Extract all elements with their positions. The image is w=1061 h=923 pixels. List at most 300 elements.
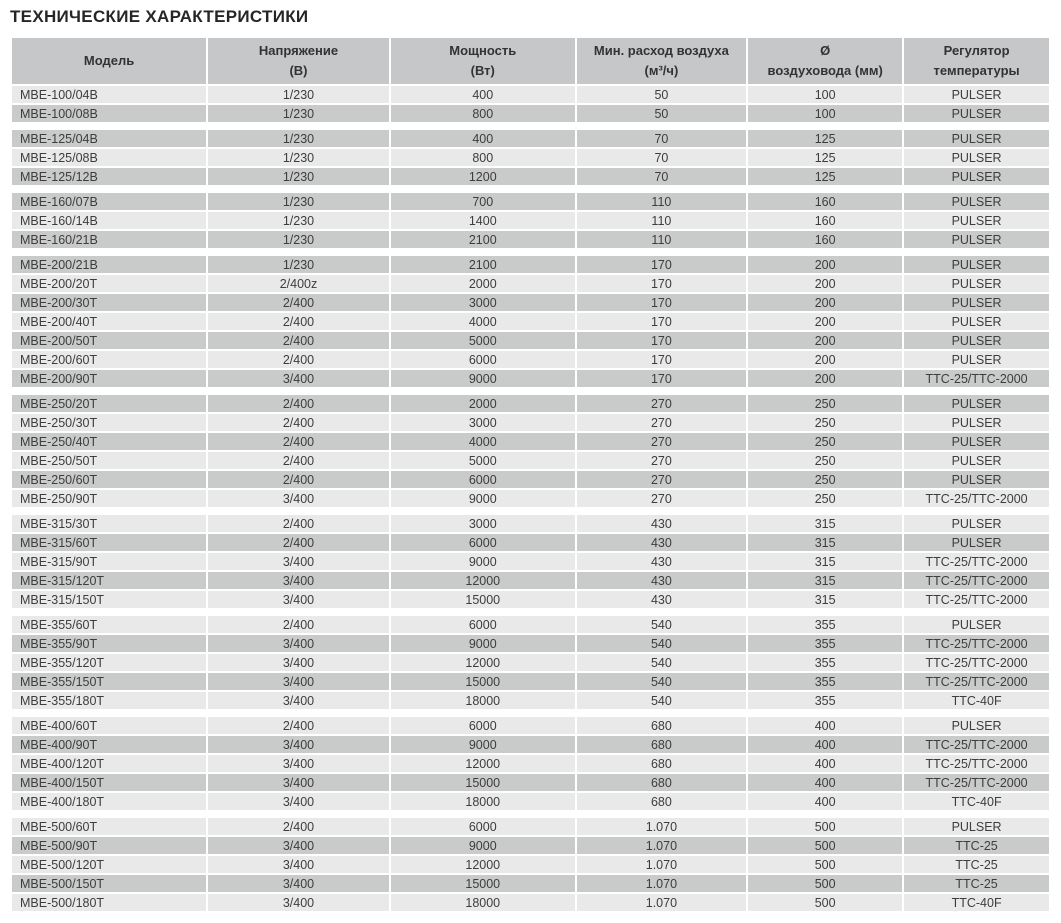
table-row [12,553,1049,570]
cell-diameter: 400 [748,755,902,772]
group-spacer [12,389,1049,393]
table-row [12,193,1049,210]
cell-regulator: TTC-25/TTC-2000 [904,591,1049,608]
cell-model: MBE-500/90T [12,837,206,854]
cell-airflow: 70 [577,149,746,166]
cell-airflow: 680 [577,793,746,810]
table-row [12,212,1049,229]
cell-regulator: TTC-25/TTC-2000 [904,572,1049,589]
column-header-unit: воздуховода (мм) [767,63,883,78]
column-header-unit: (м³/ч) [644,63,679,78]
table-row [12,837,1049,854]
cell-airflow: 540 [577,673,746,690]
cell-diameter: 500 [748,837,902,854]
cell-voltage: 2/400 [208,395,389,412]
cell-voltage: 1/230 [208,212,389,229]
cell-airflow: 680 [577,774,746,791]
cell-model: MBE-200/60T [12,351,206,368]
cell-diameter: 250 [748,433,902,450]
table-row [12,894,1049,911]
cell-power: 15000 [391,591,575,608]
cell-power: 5000 [391,452,575,469]
cell-airflow: 110 [577,231,746,248]
cell-model: MBE-200/90T [12,370,206,387]
cell-voltage: 2/400 [208,313,389,330]
cell-power: 9000 [391,736,575,753]
table-row [12,515,1049,532]
cell-diameter: 200 [748,294,902,311]
cell-airflow: 430 [577,553,746,570]
table-row [12,294,1049,311]
table-row [12,313,1049,330]
cell-model: MBE-500/120T [12,856,206,873]
cell-diameter: 250 [748,471,902,488]
cell-model: MBE-250/20T [12,395,206,412]
group-spacer [12,812,1049,816]
cell-voltage: 1/230 [208,149,389,166]
cell-voltage: 3/400 [208,654,389,671]
table-row [12,490,1049,507]
cell-airflow: 1.070 [577,875,746,892]
group-spacer-cell [12,812,1049,816]
table-row [12,105,1049,122]
cell-airflow: 70 [577,130,746,147]
cell-diameter: 315 [748,553,902,570]
cell-model: MBE-315/60T [12,534,206,551]
cell-airflow: 70 [577,168,746,185]
cell-voltage: 1/230 [208,231,389,248]
cell-regulator: TTC-25/TTC-2000 [904,635,1049,652]
cell-airflow: 270 [577,471,746,488]
group-spacer-cell [12,509,1049,513]
cell-regulator: TTC-40F [904,793,1049,810]
cell-airflow: 270 [577,452,746,469]
cell-model: MBE-250/50T [12,452,206,469]
cell-voltage: 2/400 [208,534,389,551]
cell-power: 18000 [391,692,575,709]
cell-voltage: 3/400 [208,856,389,873]
column-header-unit: температуры [933,63,1020,78]
cell-model: MBE-400/60T [12,717,206,734]
page-title: ТЕХНИЧЕСКИЕ ХАРАКТЕРИСТИКИ [10,7,309,26]
cell-regulator: PULSER [904,414,1049,431]
cell-power: 5000 [391,332,575,349]
cell-airflow: 110 [577,212,746,229]
table-row [12,275,1049,292]
table-header-row [12,38,1049,84]
column-header-diameter [748,38,902,84]
cell-regulator: PULSER [904,433,1049,450]
cell-airflow: 170 [577,313,746,330]
cell-diameter: 160 [748,212,902,229]
cell-model: MBE-500/60T [12,818,206,835]
cell-regulator: PULSER [904,313,1049,330]
cell-diameter: 100 [748,105,902,122]
cell-regulator: PULSER [904,471,1049,488]
cell-power: 400 [391,86,575,103]
table-row [12,736,1049,753]
table-row [12,332,1049,349]
cell-airflow: 270 [577,414,746,431]
cell-power: 15000 [391,673,575,690]
cell-voltage: 2/400 [208,351,389,368]
column-header-model [12,38,206,84]
cell-voltage: 2/400 [208,616,389,633]
cell-power: 6000 [391,818,575,835]
cell-model: MBE-160/14B [12,212,206,229]
table-row [12,231,1049,248]
table-row [12,875,1049,892]
table-row [12,673,1049,690]
cell-voltage: 2/400 [208,515,389,532]
cell-power: 9000 [391,837,575,854]
cell-model: MBE-500/180T [12,894,206,911]
table-row [12,856,1049,873]
column-header-label: Напряжение [258,42,339,58]
table-row [12,130,1049,147]
cell-regulator: PULSER [904,452,1049,469]
cell-diameter: 250 [748,490,902,507]
table-row [12,818,1049,835]
cell-model: MBE-250/30T [12,414,206,431]
cell-voltage: 1/230 [208,105,389,122]
cell-diameter: 355 [748,635,902,652]
table-row [12,572,1049,589]
cell-diameter: 355 [748,616,902,633]
table-body [12,86,1049,911]
cell-regulator: TTC-25/TTC-2000 [904,553,1049,570]
cell-regulator: PULSER [904,168,1049,185]
cell-airflow: 1.070 [577,894,746,911]
cell-model: MBE-125/04B [12,130,206,147]
cell-power: 800 [391,105,575,122]
cell-airflow: 680 [577,717,746,734]
cell-power: 15000 [391,774,575,791]
cell-diameter: 160 [748,231,902,248]
cell-regulator: TTC-25 [904,875,1049,892]
cell-voltage: 2/400 [208,452,389,469]
cell-model: MBE-355/90T [12,635,206,652]
cell-diameter: 250 [748,395,902,412]
cell-model: MBE-125/12B [12,168,206,185]
cell-airflow: 270 [577,490,746,507]
cell-model: MBE-400/90T [12,736,206,753]
cell-diameter: 315 [748,515,902,532]
cell-power: 400 [391,130,575,147]
cell-airflow: 170 [577,332,746,349]
table-row [12,616,1049,633]
group-spacer [12,250,1049,254]
cell-airflow: 680 [577,736,746,753]
cell-model: MBE-250/90T [12,490,206,507]
cell-regulator: PULSER [904,130,1049,147]
cell-power: 18000 [391,793,575,810]
cell-regulator: TTC-25/TTC-2000 [904,654,1049,671]
cell-power: 1200 [391,168,575,185]
cell-voltage: 3/400 [208,635,389,652]
cell-power: 2000 [391,395,575,412]
cell-airflow: 170 [577,351,746,368]
cell-model: MBE-100/08B [12,105,206,122]
cell-power: 1400 [391,212,575,229]
cell-regulator: PULSER [904,193,1049,210]
cell-airflow: 1.070 [577,818,746,835]
cell-power: 6000 [391,351,575,368]
group-spacer-cell [12,250,1049,254]
cell-regulator: TTC-25/TTC-2000 [904,755,1049,772]
cell-regulator: PULSER [904,717,1049,734]
column-header-label: Мин. расход воздуха [593,42,729,58]
cell-airflow: 50 [577,105,746,122]
cell-regulator: PULSER [904,515,1049,532]
cell-airflow: 1.070 [577,856,746,873]
cell-airflow: 430 [577,591,746,608]
cell-power: 4000 [391,433,575,450]
cell-regulator: TTC-25 [904,856,1049,873]
column-header-label: Мощность [449,42,517,58]
cell-airflow: 50 [577,86,746,103]
cell-regulator: PULSER [904,149,1049,166]
cell-airflow: 270 [577,433,746,450]
cell-regulator: PULSER [904,395,1049,412]
cell-power: 12000 [391,755,575,772]
cell-diameter: 355 [748,673,902,690]
column-header-unit: (В) [289,63,308,78]
cell-model: MBE-355/180T [12,692,206,709]
cell-power: 9000 [391,370,575,387]
cell-airflow: 430 [577,572,746,589]
cell-model: MBE-355/60T [12,616,206,633]
cell-airflow: 680 [577,755,746,772]
cell-power: 12000 [391,654,575,671]
cell-airflow: 170 [577,370,746,387]
cell-diameter: 250 [748,414,902,431]
cell-model: MBE-355/120T [12,654,206,671]
cell-power: 3000 [391,414,575,431]
cell-model: MBE-250/40T [12,433,206,450]
group-spacer-cell [12,389,1049,393]
cell-model: MBE-500/150T [12,875,206,892]
cell-voltage: 3/400 [208,673,389,690]
cell-voltage: 3/400 [208,837,389,854]
cell-regulator: PULSER [904,616,1049,633]
cell-regulator: TTC-40F [904,894,1049,911]
cell-regulator: TTC-40F [904,692,1049,709]
cell-diameter: 160 [748,193,902,210]
table-row [12,168,1049,185]
cell-power: 9000 [391,635,575,652]
table-row [12,414,1049,431]
table-row [12,370,1049,387]
cell-power: 6000 [391,717,575,734]
cell-airflow: 430 [577,515,746,532]
cell-power: 6000 [391,534,575,551]
cell-voltage: 1/230 [208,130,389,147]
group-spacer-cell [12,187,1049,191]
column-header-voltage [208,38,389,84]
table-row [12,256,1049,273]
cell-regulator: PULSER [904,818,1049,835]
table-row [12,149,1049,166]
table-row [12,471,1049,488]
cell-model: MBE-125/08B [12,149,206,166]
cell-voltage: 3/400 [208,894,389,911]
cell-model: MBE-315/90T [12,553,206,570]
cell-regulator: PULSER [904,212,1049,229]
cell-diameter: 500 [748,818,902,835]
cell-diameter: 355 [748,692,902,709]
table-row [12,635,1049,652]
cell-airflow: 110 [577,193,746,210]
cell-voltage: 3/400 [208,490,389,507]
cell-power: 700 [391,193,575,210]
cell-regulator: TTC-25/TTC-2000 [904,736,1049,753]
cell-power: 9000 [391,490,575,507]
cell-regulator: PULSER [904,332,1049,349]
cell-voltage: 2/400 [208,332,389,349]
cell-power: 6000 [391,616,575,633]
cell-regulator: PULSER [904,256,1049,273]
cell-voltage: 1/230 [208,193,389,210]
group-spacer-cell [12,711,1049,715]
cell-model: MBE-200/50T [12,332,206,349]
cell-regulator: TTC-25/TTC-2000 [904,490,1049,507]
column-header-unit: (Вт) [470,63,495,78]
cell-voltage: 2/400 [208,414,389,431]
group-spacer [12,711,1049,715]
cell-airflow: 540 [577,654,746,671]
cell-airflow: 170 [577,294,746,311]
group-spacer-cell [12,610,1049,614]
cell-power: 6000 [391,471,575,488]
cell-power: 4000 [391,313,575,330]
cell-voltage: 2/400 [208,818,389,835]
cell-voltage: 3/400 [208,553,389,570]
table-row [12,591,1049,608]
column-header-label: Ø [820,42,831,58]
cell-voltage: 3/400 [208,755,389,772]
cell-airflow: 1.070 [577,837,746,854]
cell-regulator: TTC-25/TTC-2000 [904,370,1049,387]
cell-power: 9000 [391,553,575,570]
column-header-regulator [904,38,1049,84]
cell-diameter: 200 [748,332,902,349]
cell-model: MBE-200/30T [12,294,206,311]
cell-regulator: PULSER [904,351,1049,368]
cell-voltage: 3/400 [208,692,389,709]
cell-diameter: 200 [748,370,902,387]
group-spacer-cell [12,124,1049,128]
cell-model: MBE-160/21B [12,231,206,248]
cell-model: MBE-250/60T [12,471,206,488]
cell-diameter: 315 [748,534,902,551]
cell-airflow: 540 [577,616,746,633]
cell-diameter: 500 [748,875,902,892]
spec-table [10,36,1051,913]
cell-model: MBE-315/150T [12,591,206,608]
cell-voltage: 1/230 [208,168,389,185]
cell-diameter: 125 [748,149,902,166]
cell-model: MBE-355/150T [12,673,206,690]
cell-model: MBE-400/150T [12,774,206,791]
cell-diameter: 100 [748,86,902,103]
cell-power: 2000 [391,275,575,292]
cell-voltage: 1/230 [208,256,389,273]
cell-airflow: 430 [577,534,746,551]
table-row [12,433,1049,450]
cell-model: MBE-315/120T [12,572,206,589]
cell-regulator: PULSER [904,86,1049,103]
column-header-airflow [577,38,746,84]
cell-voltage: 2/400 [208,433,389,450]
cell-diameter: 250 [748,452,902,469]
cell-airflow: 270 [577,395,746,412]
cell-regulator: PULSER [904,105,1049,122]
cell-diameter: 200 [748,256,902,273]
cell-diameter: 315 [748,572,902,589]
cell-airflow: 170 [577,256,746,273]
cell-model: MBE-160/07B [12,193,206,210]
table-row [12,351,1049,368]
cell-airflow: 540 [577,635,746,652]
table-row [12,692,1049,709]
group-spacer [12,124,1049,128]
table-row [12,86,1049,103]
cell-diameter: 355 [748,654,902,671]
cell-voltage: 3/400 [208,370,389,387]
cell-power: 12000 [391,572,575,589]
cell-power: 2100 [391,231,575,248]
cell-voltage: 3/400 [208,793,389,810]
cell-diameter: 500 [748,894,902,911]
cell-voltage: 3/400 [208,736,389,753]
cell-power: 3000 [391,294,575,311]
cell-model: MBE-315/30T [12,515,206,532]
cell-voltage: 3/400 [208,774,389,791]
group-spacer [12,187,1049,191]
cell-voltage: 3/400 [208,591,389,608]
cell-diameter: 200 [748,351,902,368]
column-header-label: Регулятор [943,42,1010,58]
group-spacer [12,610,1049,614]
cell-power: 12000 [391,856,575,873]
column-header-power [391,38,575,84]
cell-voltage: 2/400z [208,275,389,292]
cell-power: 800 [391,149,575,166]
cell-model: MBE-100/04B [12,86,206,103]
cell-voltage: 2/400 [208,717,389,734]
cell-power: 3000 [391,515,575,532]
table-row [12,755,1049,772]
cell-diameter: 400 [748,736,902,753]
cell-power: 2100 [391,256,575,273]
table-row [12,654,1049,671]
group-spacer [12,509,1049,513]
cell-power: 15000 [391,875,575,892]
column-header-label: Модель [83,52,135,68]
table-row [12,534,1049,551]
cell-model: MBE-200/21B [12,256,206,273]
table-row [12,793,1049,810]
cell-regulator: PULSER [904,294,1049,311]
cell-regulator: TTC-25 [904,837,1049,854]
cell-diameter: 200 [748,275,902,292]
cell-regulator: TTC-25/TTC-2000 [904,673,1049,690]
cell-diameter: 400 [748,793,902,810]
cell-model: MBE-200/20T [12,275,206,292]
cell-model: MBE-200/40T [12,313,206,330]
cell-regulator: PULSER [904,275,1049,292]
